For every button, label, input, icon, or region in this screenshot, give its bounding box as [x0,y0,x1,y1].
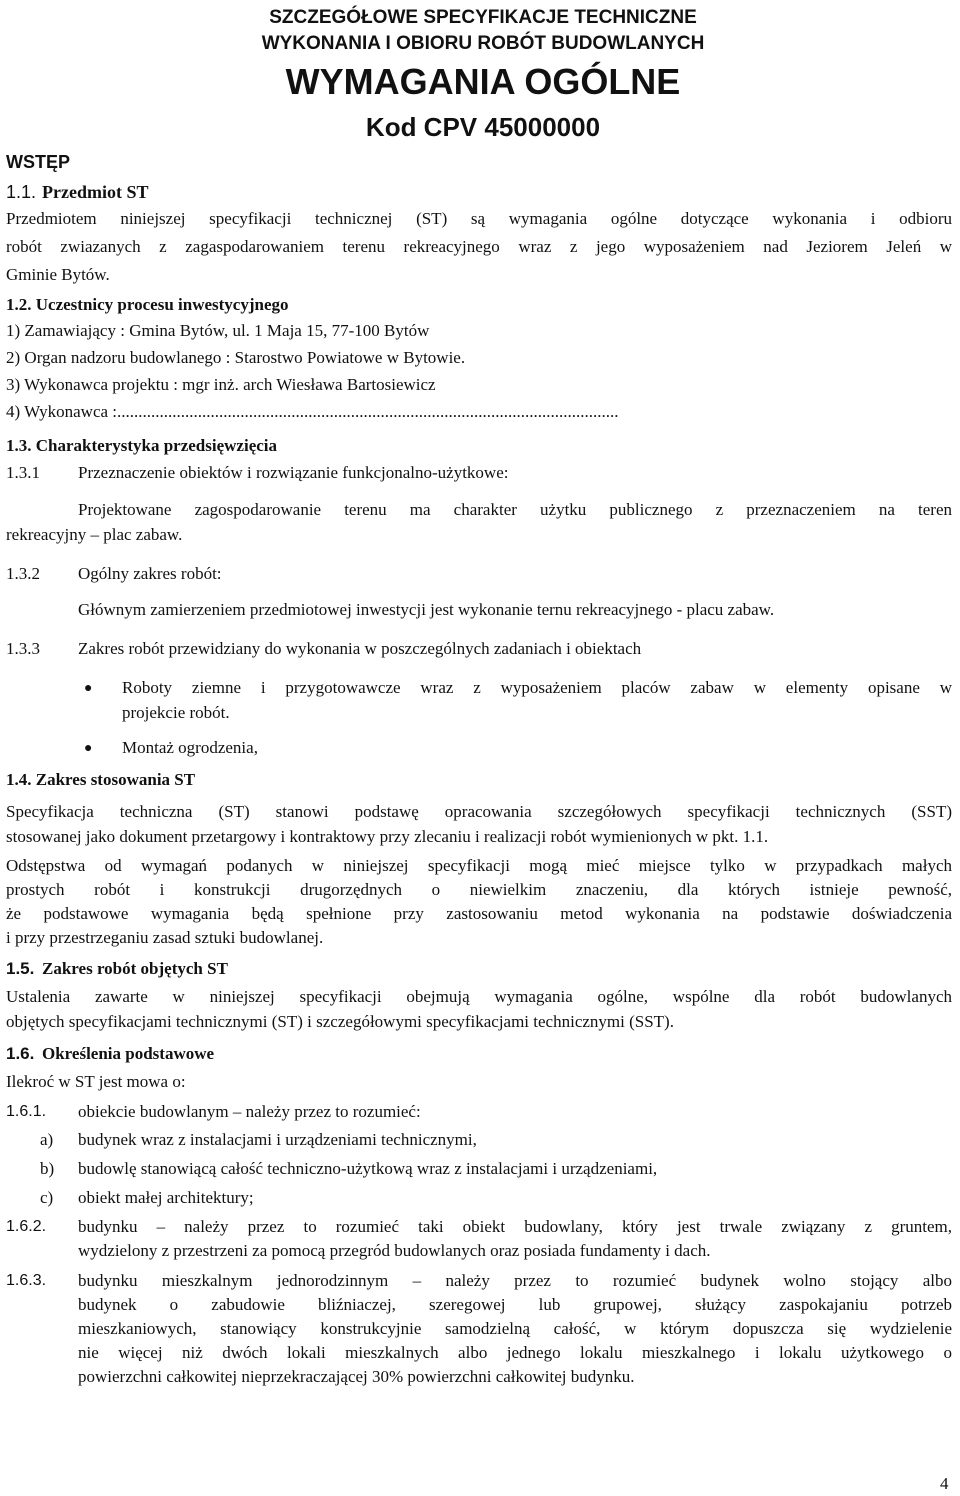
spec-title-line1: SZCZEGÓŁOWE SPECYFIKACJE TECHNICZNE [269,7,697,28]
s14-p2-line4: i przy przestrzeganiu zasad sztuki budowlanej. [6,928,324,947]
s15-title: Zakres robót objętych ST [42,959,228,978]
bullet-icon: ● [84,741,93,756]
s11-text-line2: robót zwiazanych z zagaspodarowaniem terenu rekreacyjnego wraz z jego wyposażeniem nad Jeziorem Jeleń w [6,237,952,256]
bullet-icon: ● [84,681,93,696]
s14-p1-line1: Specyfikacja techniczna (ST) stanowi podstawę opracowania szczegółowych specyfikacji technicznych (SST) [6,802,952,821]
s14-p2-line2: prostych robót i konstrukcji drugorzędnych o niewielkim znaczeniu, dla których istnieje pewność, [6,880,952,899]
s16-d1-item-a-mark: a) [40,1130,54,1149]
s14-p2-line1: Odstępstwa od wymagań podanych w niniejszej specyfikacji mogą mieć miejsce tylko w przypadkach małych [6,856,952,875]
s12-title: 1.2. Uczestnicy procesu inwestycyjnego [6,295,289,314]
s16-d1-item-b: budowlę stanowiącą całość techniczno-użytkową wraz z instalacjami i urządzeniami, [78,1159,658,1178]
s16-d3-line2: budynek o zabudowie bliźniaczej, szeregowej lub grupowej, służący zaspokajaniu potrzeb [78,1295,952,1314]
s16-d1-text: obiekcie budowlanym – należy przez to rozumieć: [78,1102,421,1121]
s12-item-4: 4) Wykonawca :...................................................................................................................... [6,402,619,421]
s16-d3-number: 1.6.3. [6,1272,47,1289]
s16-d3-line5: powierzchni całkowitej nieprzekraczającej 30% powierzchni całkowitej budynku. [78,1367,635,1386]
intro-heading: WSTĘP [6,152,71,172]
spec-title-line2: WYKONANIA I OBIORU ROBÓT BUDOWLANYCH [261,33,705,54]
s11-text-line3: Gminie Bytów. [6,265,110,284]
s13-p1-text-line2: rekreacyjny – plac zabaw. [6,525,183,544]
s16-d1-item-c: obiekt małej architektury; [78,1188,254,1207]
s16-intro: Ilekroć w ST jest mowa o: [6,1072,186,1091]
s13-p2-title: Ogólny zakres robót: [78,564,222,583]
s13-p3-title: Zakres robót przewidziany do wykonania w poszczególnych zadaniach i obiektach [78,639,642,658]
s13-bullet1-line1: Roboty ziemne i przygotowawcze wraz z wyposażeniem placów zabaw w elementy opisane w [122,678,952,697]
s13-title: 1.3. Charakterystyka przedsięwzięcia [6,436,278,455]
s12-item-2: 2) Organ nadzoru budowlanego : Starostwo Powiatowe w Bytowie. [6,348,466,367]
s12-item-3: 3) Wykonawca projektu : mgr inż. arch Wiesława Bartosiewicz [6,375,436,394]
s16-d2-line2: wydzielony z przestrzeni za pomocą przegród budowlanych oraz posiada fundamenty i dach. [78,1241,711,1260]
s15-line1: Ustalenia zawarte w niniejszej specyfikacji obejmują wymagania ogólne, wspólne dla robót budowlanych [6,987,952,1006]
s13-bullet2: Montaż ogrodzenia, [122,738,258,757]
s16-d1-item-b-mark: b) [40,1159,55,1178]
s16-d2-number: 1.6.2. [6,1218,47,1235]
s14-title: 1.4. Zakres stosowania ST [6,770,196,789]
s11-text-line1: Przedmiotem niniejszej specyfikacji technicznej (ST) są wymagania ogólne dotyczące wykonania i odbioru [6,209,952,228]
s14-p2-line3: że podstawowe wymagania będą spełnione przy zastosowaniu metod wykonania na podstawie doświadczenia [6,904,952,923]
s16-d1-item-a: budynek wraz z instalacjami i urządzeniami technicznymi, [78,1130,477,1149]
s16-d3-line4: nie więcej niż dwóch lokali mieszkalnych albo jednego lokalu mieszkalnego i lokalu użytkowego o [78,1343,952,1362]
s13-p2-number: 1.3.2 [6,564,40,583]
s13-p3-number: 1.3.3 [6,639,40,658]
s13-p2-text: Głównym zamierzeniem przedmiotowej inwestycji jest wykonanie ternu rekreacyjnego - placu zabaw. [78,600,775,619]
s16-d3-line1: budynku mieszkalnym jednorodzinnym – należy przez to rozumieć budynek wolno stojący albo [78,1271,952,1290]
s16-number: 1.6. [6,1044,35,1063]
s15-line2: objętych specyfikacjami technicznymi (ST) i szczegółowymi specyfikacjami technicznymi (SST). [6,1012,674,1031]
s11-title: Przedmiot ST [42,182,149,202]
section-title: WYMAGANIA OGÓLNE [285,61,681,102]
s15-number: 1.5. [6,959,35,978]
cpv-code: Kod CPV 45000000 [365,112,601,142]
s11-number: 1.1. [6,182,37,202]
s16-d1-number: 1.6.1. [6,1103,47,1120]
page-number: 4 [940,1474,949,1493]
s12-item-1: 1) Zamawiający : Gmina Bytów, ul. 1 Maja 15, 77-100 Bytów [6,321,430,340]
s13-bullet1-line2: projekcie robót. [122,703,230,722]
s16-title: Określenia podstawowe [42,1044,215,1063]
s16-d1-item-c-mark: c) [40,1188,54,1207]
s13-p1-number: 1.3.1 [6,463,40,482]
s13-p1-title: Przeznaczenie obiektów i rozwiązanie funkcjonalno-użytkowe: [78,463,509,482]
s16-d3-line3: mieszkaniowych, stanowiący konstrukcyjnie samodzielną całość, w którym dopuszcza się wydzielenie [78,1319,952,1338]
s14-p1-line2: stosowanej jako dokument przetargowy i kontraktowy przy zlecaniu i realizacji robót wymienionych w pkt. 1.1. [6,827,769,846]
s13-p1-text-line1: Projektowane zagospodarowanie terenu ma charakter użytku publicznego z przeznaczeniem na teren [78,500,952,519]
s16-d2-line1: budynku – należy przez to rozumieć taki obiekt budowlany, który jest trwale związany z gruntem, [78,1217,952,1236]
